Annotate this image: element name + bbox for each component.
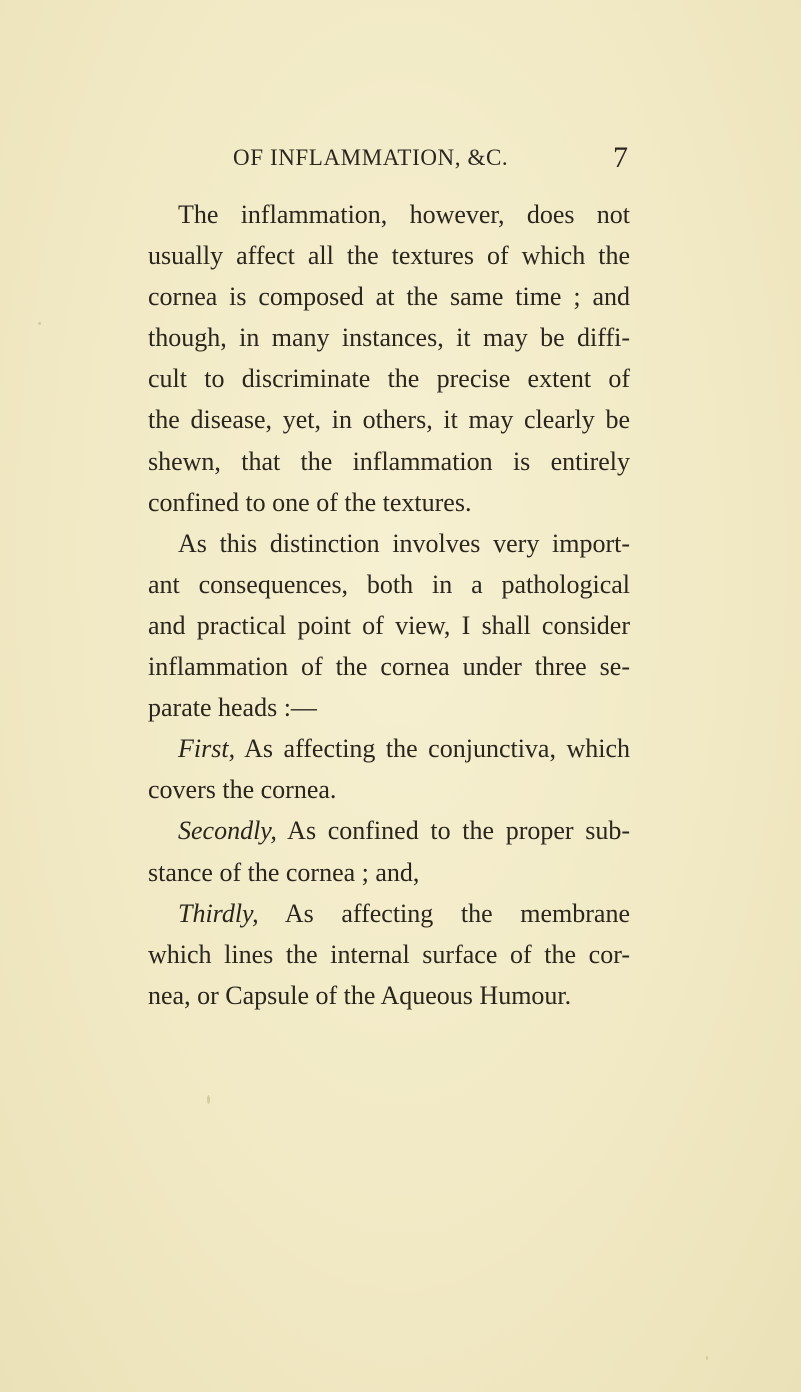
text-line: the disease, yet, in others, it may clearly be — [148, 405, 630, 435]
text-line: cornea is composed at the same time ; and — [148, 282, 630, 312]
head-text: As affecting the membrane — [284, 898, 630, 928]
paper-speck — [706, 1356, 708, 1360]
text-line: and practical point of view, I shall consider — [148, 610, 630, 640]
running-title: OF INFLAMMATION, &C. — [233, 145, 509, 170]
text-line: inflammation of the cornea under three se- — [148, 652, 630, 682]
body-text — [148, 194, 630, 1016]
text-line: nea, or Capsule of the Aqueous Humour. — [148, 980, 572, 1010]
paper-speck — [38, 322, 41, 325]
head-second — [148, 810, 630, 892]
head-first — [148, 728, 630, 810]
text-line: cult to discriminate the precise extent of — [148, 364, 630, 394]
text-line: covers the cornea. — [148, 775, 337, 805]
head-text: As affecting the conjunctiva, which — [244, 734, 630, 764]
text-line: confined to one of the textures. — [148, 487, 472, 517]
paper-speck — [207, 1095, 210, 1104]
head-label: First, — [178, 734, 236, 764]
text-line: The inflammation, however, does not — [178, 200, 630, 229]
text-line: usually affect all the textures of which the — [148, 241, 630, 271]
head-label: Thirdly, — [178, 898, 259, 928]
text-line — [148, 810, 630, 851]
head-text: As confined to the proper sub- — [287, 816, 630, 846]
text-line: stance of the cornea ; and, — [148, 857, 420, 887]
head-third — [148, 893, 630, 1016]
text-line: parate heads :— — [148, 693, 317, 723]
text-line: ant consequences, both in a pathological — [148, 569, 630, 599]
head-label: Secondly, — [178, 816, 277, 846]
text-line — [148, 893, 630, 934]
text-line: shewn, that the inflammation is entirely — [148, 446, 630, 476]
text-line — [148, 728, 630, 769]
text-line: As this distinction involves very import- — [178, 528, 630, 558]
paragraph-2 — [148, 523, 630, 728]
page-number: 7 — [613, 141, 628, 174]
running-head — [233, 141, 628, 181]
text-line: which lines the internal surface of the cor- — [148, 939, 630, 969]
paragraph-1 — [148, 194, 630, 523]
text-line: though, in many instances, it may be diffi- — [148, 323, 630, 353]
